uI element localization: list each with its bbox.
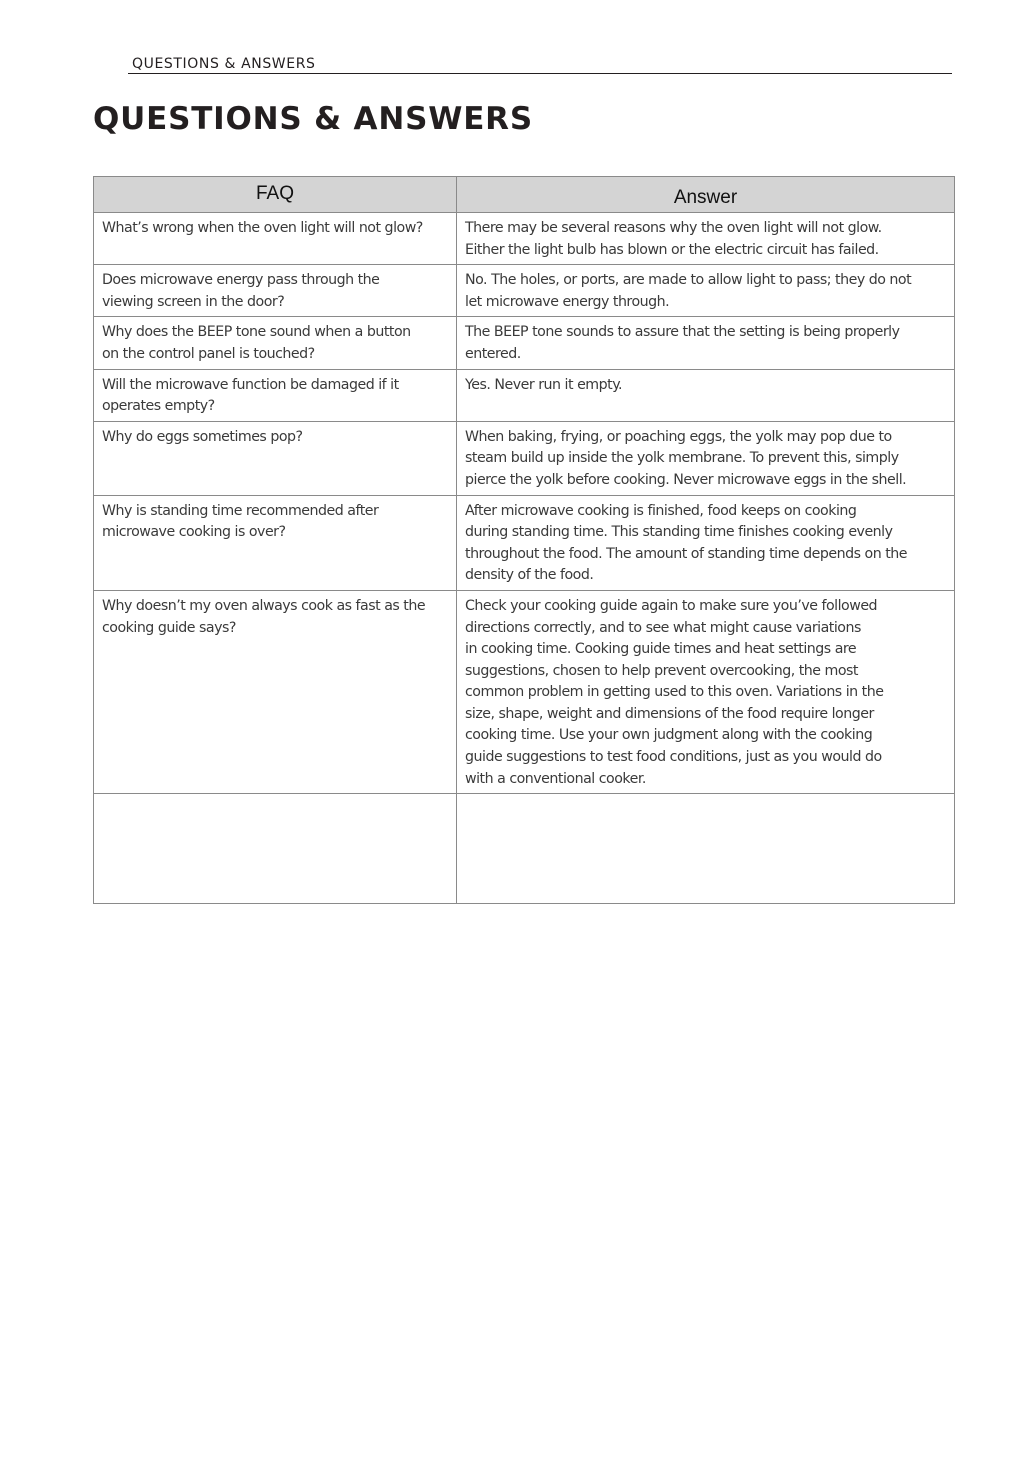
answer-line: let microwave energy through. [465, 293, 670, 310]
answer-cell [457, 265, 955, 317]
answer-line: density of the food. [465, 567, 594, 584]
answer-line: during standing time. This standing time finishes cooking evenly [465, 524, 893, 541]
answer-cell [457, 421, 955, 495]
answer-line: common problem in getting used to this oven. Variations in the [465, 684, 884, 701]
answer-line: When baking, frying, or poaching eggs, the yolk may pop due to [465, 428, 892, 445]
running-header-label: QUESTIONS & ANSWERS [132, 56, 316, 72]
question-line: Why is standing time recommended after [102, 502, 379, 519]
answer-line: size, shape, weight and dimensions of the food require longer [465, 705, 874, 722]
question-line: Will the microwave function be damaged if it [102, 376, 399, 393]
question-line: Does microwave energy pass through the [102, 272, 380, 289]
answer-line: guide suggestions to test food conditions, just as you would do [465, 749, 882, 766]
column-header-answer: Answer [457, 177, 955, 213]
answer-line: Yes. Never run it empty. [465, 376, 623, 393]
answer-line: suggestions, chosen to help prevent overcooking, the most [465, 662, 858, 679]
table-row [94, 213, 955, 265]
question-line: Why doesn’t my oven always cook as fast as the [102, 597, 426, 614]
table-row [94, 421, 955, 495]
table-row-empty [94, 794, 955, 904]
answer-line: cooking time. Use your own judgment along with the cooking [465, 727, 873, 744]
answer-cell [457, 369, 955, 421]
question-line: microwave cooking is over? [102, 524, 286, 541]
table-row [94, 590, 955, 793]
table-row [94, 265, 955, 317]
question-cell [94, 369, 457, 421]
question-line: cooking guide says? [102, 619, 236, 636]
answer-line: directions correctly, and to see what might cause variations [465, 619, 861, 636]
answer-cell-empty [457, 794, 955, 904]
answer-line: throughout the food. The amount of standing time depends on the [465, 545, 907, 562]
answer-line: in cooking time. Cooking guide times and heat settings are [465, 641, 857, 658]
question-cell [94, 421, 457, 495]
question-line: on the control panel is touched? [102, 345, 315, 362]
answer-line: The BEEP tone sounds to assure that the setting is being properly [465, 324, 900, 341]
question-line: What’s wrong when the oven light will not glow? [102, 220, 423, 236]
page-title: QUESTIONS & ANSWERS [93, 101, 533, 137]
answer-cell [457, 317, 955, 369]
answer-line: entered. [465, 345, 521, 362]
answer-line: pierce the yolk before cooking. Never microwave eggs in the shell. [465, 471, 907, 488]
faq-table [93, 176, 955, 904]
answer-cell [457, 213, 955, 265]
answer-cell [457, 590, 955, 793]
question-cell-empty [94, 794, 457, 904]
answer-line: steam build up inside the yolk membrane. To prevent this, simply [465, 450, 899, 467]
answer-line: After microwave cooking is finished, food keeps on cooking [465, 502, 857, 519]
table-row [94, 495, 955, 590]
answer-line: with a conventional cooker. [465, 770, 646, 787]
answer-line: No. The holes, or ports, are made to allow light to pass; they do not [465, 272, 912, 289]
answer-line: Either the light bulb has blown or the electric circuit has failed. [465, 241, 879, 258]
table-header-row [94, 177, 955, 213]
question-cell [94, 590, 457, 793]
question-cell [94, 265, 457, 317]
question-line: Why do eggs sometimes pop? [102, 428, 303, 445]
table-row [94, 369, 955, 421]
answer-line: Check your cooking guide again to make sure you’ve followed [465, 597, 878, 614]
running-header [128, 55, 952, 74]
question-line: viewing screen in the door? [102, 293, 285, 310]
column-header-faq: FAQ [94, 177, 457, 213]
answer-cell [457, 495, 955, 590]
table-row [94, 317, 955, 369]
question-cell [94, 317, 457, 369]
question-line: Why does the BEEP tone sound when a button [102, 324, 411, 341]
question-line: operates empty? [102, 398, 215, 415]
answer-line: There may be several reasons why the oven light will not glow. [465, 220, 882, 236]
question-cell [94, 213, 457, 265]
question-cell [94, 495, 457, 590]
